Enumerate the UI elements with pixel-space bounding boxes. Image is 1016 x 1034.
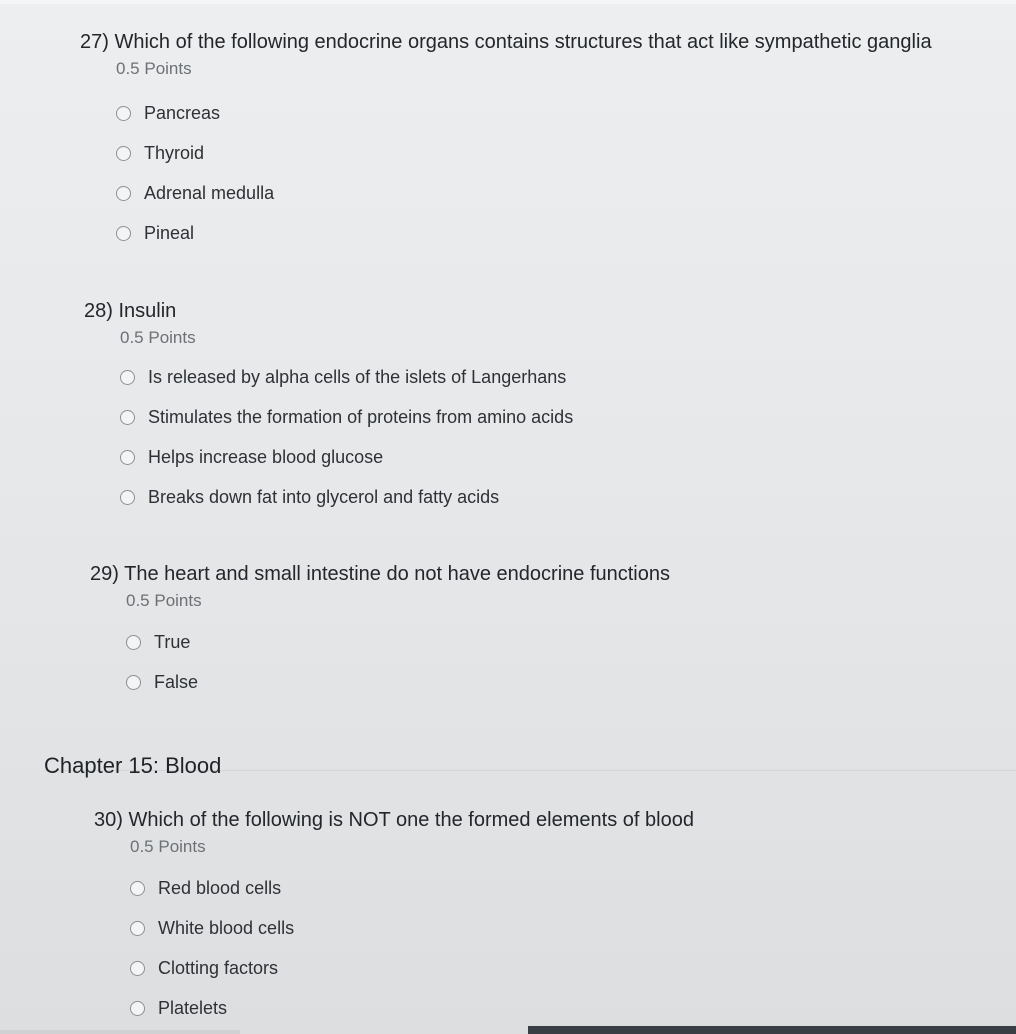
question-title: 30) Which of the following is NOT one the formed elements of blood [94,809,694,831]
option-label: Thyroid [144,142,205,163]
answer-options [116,93,932,253]
option-label: Helps increase blood glucose [148,446,384,467]
option-label: True [154,631,191,652]
option-label: Adrenal medulla [144,182,275,203]
radio-button-icon[interactable] [130,881,145,896]
radio-button-icon[interactable] [126,635,141,650]
option-label: Platelets [158,997,228,1018]
option-protein-formation[interactable] [120,397,573,437]
option-label: Stimulates the formation of proteins from amino acids [148,406,574,427]
option-label: Is released by alpha cells of the islets of Langerhans [148,366,567,387]
option-white-blood-cells[interactable] [130,908,694,948]
option-thyroid[interactable] [116,133,932,173]
answer-options [130,868,694,1028]
answer-options [120,357,573,517]
radio-button-icon[interactable] [130,921,145,936]
option-label: White blood cells [158,917,295,938]
option-increase-glucose[interactable] [120,437,573,477]
question-title: 27) Which of the following endocrine organs contains structures that act like sympathetic ganglia [80,31,932,53]
radio-button-icon[interactable] [120,450,135,465]
bottom-dark-bar [528,1026,1016,1034]
option-platelets[interactable] [130,988,694,1028]
radio-button-icon[interactable] [116,146,131,161]
radio-button-icon[interactable] [120,370,135,385]
option-clotting-factors[interactable] [130,948,694,988]
radio-button-icon[interactable] [130,961,145,976]
question-title: 29) The heart and small intestine do not have endocrine functions [90,563,670,585]
bottom-edge [0,1030,240,1034]
question-points: 0.5 Points [130,837,206,856]
option-label: Pineal [144,222,195,243]
option-pineal[interactable] [116,213,932,253]
question-27 [80,30,932,253]
option-label: Pancreas [144,102,221,123]
option-label: Red blood cells [158,877,282,898]
question-28 [84,299,573,517]
question-points: 0.5 Points [116,59,192,78]
top-edge [0,0,1016,4]
option-true[interactable] [126,622,670,662]
question-title: 28) Insulin [84,300,177,322]
option-false[interactable] [126,662,670,702]
section-title: Chapter 15: Blood [44,753,222,778]
option-red-blood-cells[interactable] [130,868,694,908]
option-adrenal-medulla[interactable] [116,173,932,213]
option-label: Breaks down fat into glycerol and fatty acids [148,486,500,507]
radio-button-icon[interactable] [116,106,131,121]
radio-button-icon[interactable] [130,1001,145,1016]
question-points: 0.5 Points [126,591,202,610]
option-label: False [154,671,199,692]
radio-button-icon[interactable] [126,675,141,690]
radio-button-icon[interactable] [116,226,131,241]
answer-options [126,622,670,702]
option-alpha-cells[interactable] [120,357,573,397]
option-label: Clotting factors [158,957,279,978]
question-points: 0.5 Points [120,328,196,347]
radio-button-icon[interactable] [120,490,135,505]
question-30 [94,808,694,1028]
option-breaks-down-fat[interactable] [120,477,573,517]
radio-button-icon[interactable] [116,186,131,201]
radio-button-icon[interactable] [120,410,135,425]
question-29 [90,562,670,702]
option-pancreas[interactable] [116,93,932,133]
